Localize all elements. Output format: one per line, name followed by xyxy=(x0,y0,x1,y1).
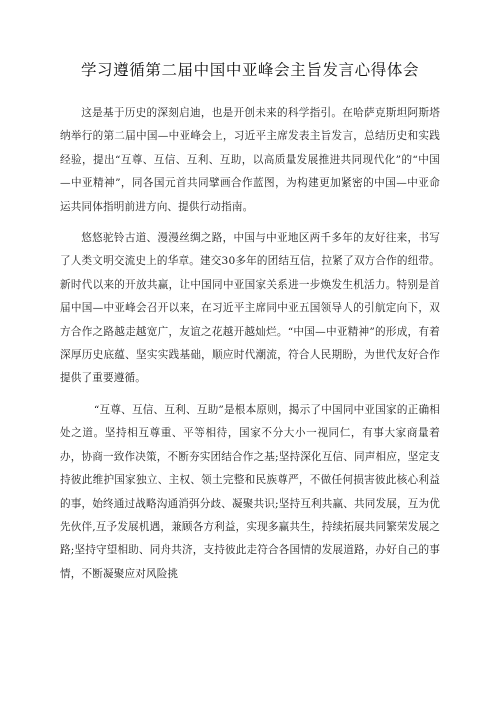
paragraph-2: 悠悠驼铃古道、漫漫丝绸之路，中国与中亚地区两千多年的友好往来，书写了人类文明交流史上的华章。建交30多年的团结互信，拉紧了双方合作的纽带。新时代以来的开放共赢，让中国同中亚国家关系进一步焕发生机活力。特别是首届中国—中亚峰会召开以来，在习近平主席同中亚五国领导人的引航定向下，双方合作之路越走越宽广，友谊之花越开越灿烂。“中国—中亚精神”的形成，有着深厚历史底蕴、坚实实践基础，顺应时代潮流，符合人民期盼，为世代友好合作提供了重要遵循。 xyxy=(60,232,440,385)
paragraph-1: 这是基于历史的深刻启迪，也是开创未来的科学指引。在哈萨克斯坦阿斯塔纳举行的第二届中国—中亚峰会上，习近平主席发表主旨发言，总结历史和实践经验，提出“互尊、互信、互利、互助，以高质量发展推进共同现代化”的“中国—中亚精神”，同各国元首共同擘画合作蓝图，为构建更加紧密的中国—中亚命运共同体指明前进方向、提供行动指南。 xyxy=(60,107,440,213)
paragraph-3: “互尊、互信、互利、互助”是根本原则，揭示了中国同中亚国家的正确相处之道。坚持相互尊重、平等相待，国家不分大小一视同仁，有事大家商量着办，协商一致作决策，不断夯实团结合作之基;坚持深化互信、同声相应，坚定支持彼此维护国家独立、主权、领土完整和民族尊严，不做任何损害彼此核心利益的事，始终通过战略沟通消弭分歧、凝聚共识;坚持互利共赢、共同发展，互为优先伙伴,互予发展机遇，兼顾各方利益，实现多赢共生，持续拓展共同繁荣发展之路;坚持守望相助、同舟共济，支持彼此走符合各国情的发展道路，办好自己的事情，不断凝聚应对风险挑 xyxy=(60,403,440,580)
document-title: 学习遵循第二届中国中亚峰会主旨发言心得体会 xyxy=(80,61,420,79)
